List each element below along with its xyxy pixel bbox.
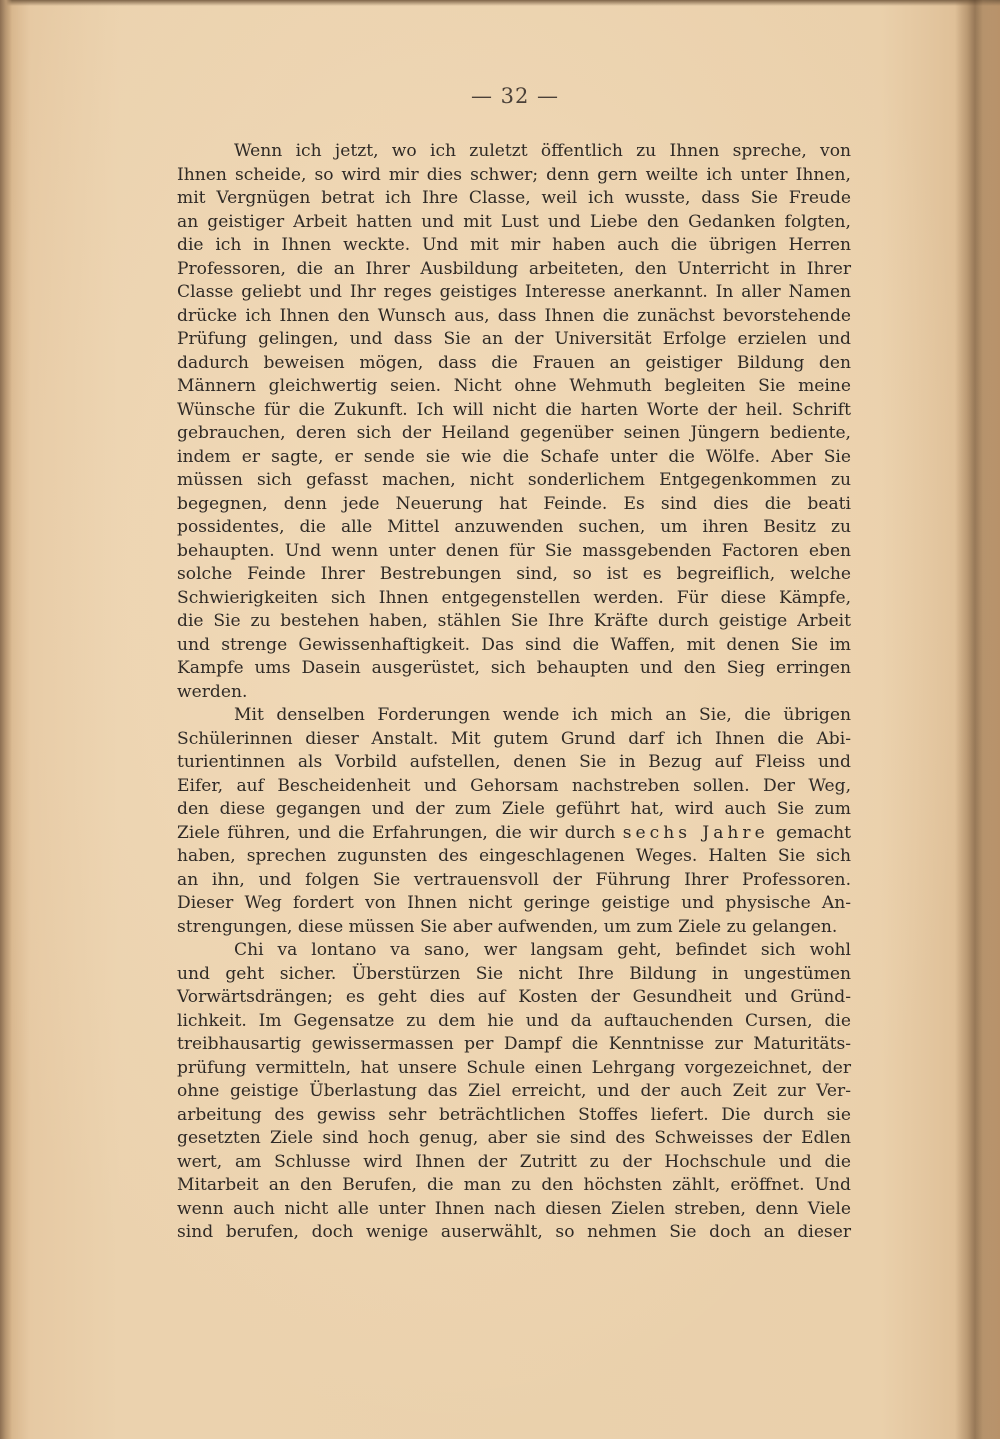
text-line: Prüfung gelingen, und dass Sie an der Universität Erfolge erzielen und [177, 329, 851, 349]
body-text [177, 140, 851, 1245]
page-binding-fold [955, 0, 1000, 1439]
text-line: gesetzten Ziele sind hoch genug, aber sie sind des Schweisses der Edlen [177, 1128, 851, 1148]
text-line: Dieser Weg fordert von Ihnen nicht geringe geistige und physische An- [177, 893, 851, 913]
text-line: wert, am Schlusse wird Ihnen der Zutritt zu der Hochschule und die [177, 1151, 851, 1172]
text-line: Wünsche für die Zukunft. Ich will nicht die harten Worte der heil. Schrift [177, 399, 851, 420]
text-line: Männern gleichwertig seien. Nicht ohne Wehmuth begleiten Sie meine [177, 376, 851, 396]
text-line: ohne geistige Überlastung das Ziel erreicht, und der auch Zeit zur Ver- [177, 1081, 851, 1101]
text-line: und geht sicher. Überstürzen Sie nicht Ihre Bildung in ungestümen [177, 963, 851, 984]
text-line: turientinnen als Vorbild aufstellen, denen Sie in Bezug auf Fleiss und [177, 752, 851, 772]
text-line: Eifer, auf Bescheidenheit und Gehorsam nachstreben sollen. Der Weg, [177, 775, 851, 796]
text-line: treibhausartig gewissermassen per Dampf die Kenntnisse zur Maturitäts- [177, 1034, 851, 1054]
text-line: Schülerinnen dieser Anstalt. Mit gutem Grund darf ich Ihnen die Abi- [177, 728, 851, 749]
emphasized-text: sechs Jahre [622, 822, 769, 843]
text-line: solche Feinde Ihrer Bestrebungen sind, so ist es begreiflich, welche [177, 564, 851, 584]
text-segment: gemacht [768, 822, 851, 843]
text-line: lichkeit. Im Gegensatze zu dem hie und da auftauchenden Cursen, die [177, 1010, 851, 1031]
text-line: strengungen, diese müssen Sie aber aufwenden, um zum Ziele zu gelangen. [177, 916, 838, 937]
text-line: an geistiger Arbeit hatten und mit Lust und Liebe den Gedanken folgten, [177, 211, 851, 232]
text-line: an ihn, und folgen Sie vertrauensvoll der Führung Ihrer Professoren. [177, 869, 851, 890]
text-line: müssen sich gefasst machen, nicht sonderlichem Entgegenkommen zu [177, 470, 851, 490]
page-left-edge [0, 0, 12, 1439]
text-line: wenn auch nicht alle unter Ihnen nach diesen Zielen streben, denn Viele [177, 1198, 851, 1219]
text-line: Professoren, die an Ihrer Ausbildung arbeiteten, den Unterricht in Ihrer [177, 258, 851, 279]
page-number: — 32 — [470, 84, 560, 108]
text-line: Mitarbeit an den Berufen, die man zu den höchsten zählt, eröffnet. Und [177, 1175, 851, 1195]
text-line: dadurch beweisen mögen, dass die Frauen an geistiger Bildung den [177, 352, 851, 373]
text-line: Chi va lontano va sano, wer langsam geht, befindet sich wohl [234, 940, 851, 960]
text-line: gebrauchen, deren sich der Heiland gegenüber seinen Jüngern bediente, [177, 423, 851, 443]
text-line: und strenge Gewissenhaftigkeit. Das sind die Waffen, mit denen Sie im [177, 634, 851, 655]
text-line: indem er sagte, er sende sie wie die Schafe unter die Wölfe. Aber Sie [177, 446, 851, 467]
text-line: Schwierigkeiten sich Ihnen entgegenstellen werden. Für diese Kämpfe, [177, 587, 851, 608]
page-top-edge [0, 0, 1000, 6]
text-line: possidentes, die alle Mittel anzuwenden suchen, um ihren Besitz zu [177, 517, 851, 537]
text-line: prüfung vermitteln, hat unsere Schule einen Lehrgang vorgezeichnet, der [177, 1057, 851, 1078]
text-segment: Ziele führen, und die Erfahrungen, die wir durch [177, 822, 623, 843]
text-line: werden. [177, 681, 248, 702]
text-line: sind berufen, doch wenige auserwählt, so nehmen Sie doch an dieser [177, 1222, 851, 1242]
text-line: arbeitung des gewiss sehr beträchtlichen Stoffes liefert. Die durch sie [177, 1104, 851, 1125]
text-line: Wenn ich jetzt, wo ich zuletzt öffentlich zu Ihnen spreche, von [234, 141, 851, 161]
text-line [177, 822, 851, 846]
text-line: drücke ich Ihnen den Wunsch aus, dass Ihnen die zunächst bevorstehende [177, 305, 851, 326]
text-line: begegnen, denn jede Neuerung hat Feinde. Es sind dies die beati [177, 493, 851, 514]
text-line: mit Vergnügen betrat ich Ihre Classe, weil ich wusste, dass Sie Freude [177, 188, 851, 208]
text-line: Classe geliebt und Ihr reges geistiges Interesse anerkannt. In aller Namen [177, 282, 851, 302]
text-line: die ich in Ihnen weckte. Und mit mir haben auch die übrigen Herren [177, 235, 851, 255]
text-line: die Sie zu bestehen haben, stählen Sie Ihre Kräfte durch geistige Arbeit [177, 611, 851, 631]
text-line: den diese gegangen und der zum Ziele geführt hat, wird auch Sie zum [177, 799, 851, 819]
text-line: behaupten. Und wenn unter denen für Sie massgebenden Factoren eben [177, 540, 851, 561]
text-line: Mit denselben Forderungen wende ich mich an Sie, die übrigen [234, 705, 851, 725]
text-line: Vorwärtsdrängen; es geht dies auf Kosten der Gesundheit und Gründ- [177, 987, 851, 1007]
text-line: haben, sprechen zugunsten des eingeschlagenen Weges. Halten Sie sich [177, 846, 851, 866]
text-line: Ihnen scheide, so wird mir dies schwer; denn gern weilte ich unter Ihnen, [177, 164, 851, 185]
text-line: Kampfe ums Dasein ausgerüstet, sich behaupten und den Sieg erringen [177, 658, 851, 678]
